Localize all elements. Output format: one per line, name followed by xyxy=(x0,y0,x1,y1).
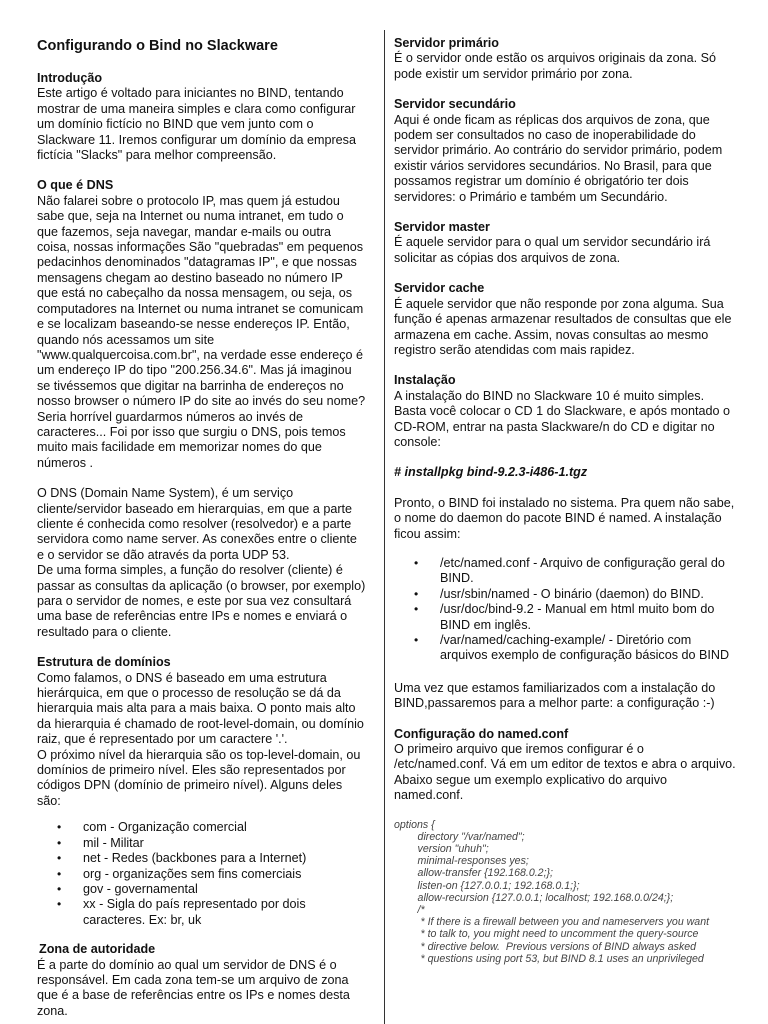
zona-text: É a parte do domínio ao qual um servidor de DNS é o responsável. Em cada zona tem-se um arquivo de zona que é a base de referências entre os IPs e nomes desta zona. xyxy=(37,957,350,1018)
dns-paragraph-2: O DNS (Domain Name System), é um serviço cliente/servidor baseado em hierarquias, em que a parte cliente é conhecida como resolver (resolvedor) e a parte servidora como name server. As conexões entre o cliente e o servidor se dão através da porta UDP 53. xyxy=(37,486,357,562)
column-divider xyxy=(384,30,385,1024)
master-heading: Servidor master xyxy=(394,220,490,235)
dns-paragraph-1: Não falarei sobre o protocolo IP, mas quem já estudou sabe que, seja na Internet ou numa intranet, em tudo o que fazemos, seja navegar, mandar e-mails ou outra coisa, nossas informações São "quebradas" em pequenos pedacinhos denominados "datagramas IP", e que nossas mensagens chegam ao destino baseado no número IP que está no cabeçalho da nossa mensagem, ou seja, os computadores na Internet ou numa intranet se comunicam e se localizam baseando-se nesse endereços IP. Então, quando nós acessamos um site "www.qualquercoisa.com.br", na verdade esse endereço é um endereço IP do tipo "200.256.34.6". Mas já imaginou se tivéssemos que digitar na barrinha de endereços no nosso browser o número IP do site ao invés do seu nome? Seria horrível guardarmos números ao invés de caracteres... Foi por isso que surgiu o DNS, pois temos muito mais facilidade em memorizar nomes do que números . xyxy=(37,193,366,470)
domain-list xyxy=(37,820,367,928)
list-item: • /usr/sbin/named - O binário (daemon) do BIND. xyxy=(440,587,739,602)
list-item: • xx - Sigla do país representado por dois caracteres. Ex: br, uk xyxy=(83,897,367,928)
master-text: É aquele servidor para o qual um servidor secundário irá solicitar as cópias dos arquivos de zona. xyxy=(394,235,711,265)
zona-heading: Zona de autoridade xyxy=(39,942,156,957)
instalacao-text: A instalação do BIND no Slackware 10 é muito simples. Basta você colocar o CD 1 do Slackware, e após montado o CD-ROM, entrar na pasta Slackware/n do CD e digitar no console: xyxy=(394,388,731,449)
install-command: # installpkg bind-9.2.3-i486-1.tgz xyxy=(394,465,588,480)
config-heading: Configuração do named.conf xyxy=(394,726,569,741)
list-item: • /usr/doc/bind-9.2 - Manual em html muito bom do BIND em inglês. xyxy=(440,602,739,633)
estrutura-paragraph-1: Como falamos, o DNS é baseado em uma estrutura hierárquica, em que o processo de resolução se dá da hierarquia mais alta para a mais baixa. O ponto mais alto da hierarquia é chamado de root-level-domain, ou domínio raiz, que é representado por um caractere '.'. xyxy=(37,670,364,747)
primario-heading: Servidor primário xyxy=(394,36,499,50)
list-item: • /etc/named.conf - Arquivo de configuração geral do BIND. xyxy=(440,556,739,587)
pronto-text: Pronto, o BIND foi instalado no sistema. Pra quem não sabe, o nome do daemon do pacote BIND é named. A instalação ficou assim: xyxy=(394,495,735,541)
intro-heading: Introdução xyxy=(37,71,103,85)
list-item: • org - organizações sem fins comerciais xyxy=(83,867,367,882)
list-item: • mil - Militar xyxy=(83,836,367,851)
list-item: • net - Redes (backbones para a Internet) xyxy=(83,851,367,866)
document-title: Configurando o Bind no Slackware xyxy=(37,38,278,54)
list-item: • gov - governamental xyxy=(83,882,367,897)
cache-text: É aquele servidor que não responde por zona alguma. Sua função é apenas armazenar resultados de consultas que ele armazena em cache. Assim, novas consultas ao mesmo registro serão atendidas com mais rapidez. xyxy=(394,296,732,357)
secundario-heading: Servidor secundário xyxy=(394,97,516,112)
config-text: O primeiro arquivo que iremos configurar é o /etc/named.conf. Vá em um editor de textos e abra o arquivo. Abaixo segue um exemplo explicativo do arquivo named.conf. xyxy=(394,742,736,803)
dns-paragraph-3: De uma forma simples, a função do resolver (cliente) é passar as consultas da aplicação (o browser, por exemplo) para o servidor de nomes, e este por sua vez consultará uma base de referências entre IPs e nomes e enviará o resultado para o cliente. xyxy=(37,563,366,639)
primario-text: É o servidor onde estão os arquivos originais da zona. Só pode existir um servidor primário por zona. xyxy=(394,51,717,81)
familiar-text: Uma vez que estamos familiarizados com a instalação do BIND,passaremos para a melhor parte: a configuração :-) xyxy=(394,680,716,711)
cache-heading: Servidor cache xyxy=(394,281,485,296)
left-column xyxy=(37,38,367,1019)
list-item: • com - Organização comercial xyxy=(83,820,367,835)
list-item: • /var/named/caching-example/ - Diretório com arquivos exemplo de configuração básicos do BIND xyxy=(440,633,739,664)
dns-heading: O que é DNS xyxy=(37,178,114,193)
instalacao-heading: Instalação xyxy=(394,373,456,388)
intro-text: Este artigo é voltado para iniciantes no BIND, tentando mostrar de uma maneira simples e clara como configurar um domínio fictício no BIND que vem junto com o Slackware 11. Iremos configurar um domínio da empresa fictícia "Slacks" para melhor compreensão. xyxy=(37,86,356,163)
right-column xyxy=(394,36,739,965)
estrutura-paragraph-2: O próximo nível da hierarquia são os top-level-domain, ou domínios de primeiro nível. Eles são representados por códigos DPN (domínio de primeiro nível). Alguns deles são: xyxy=(37,747,361,808)
estrutura-heading: Estrutura de domínios xyxy=(37,655,171,670)
installed-files-list xyxy=(394,556,739,664)
secundario-text: Aqui é onde ficam as réplicas dos arquivos de zona, que podem ser consultados no caso de inoperabilidade do servidor primário. Ao contrário do servidor primário, podem existir vários servidores secundários. No Brasil, para que possamos registrar um domínio é obrigatório ter dois servidores: o Primário e também um Secundário. xyxy=(394,112,723,204)
named-conf-code: options { directory "/var/named"; version "uhuh"; minimal-responses yes; allow-transfer {192.168.0.2;}; listen-on {127.0.0.1; 192.168.0.1;}; allow-recursion {127.0.0.1; localhost; 192.168.0.0/24;}; /* * If there is a firewall between you and nameservers you want * to talk to, you might need to uncomment the query-source * directive below. Previous versions of BIND always asked * questions using port 53, but BIND 8.1 uses an unprivileged xyxy=(394,818,710,965)
